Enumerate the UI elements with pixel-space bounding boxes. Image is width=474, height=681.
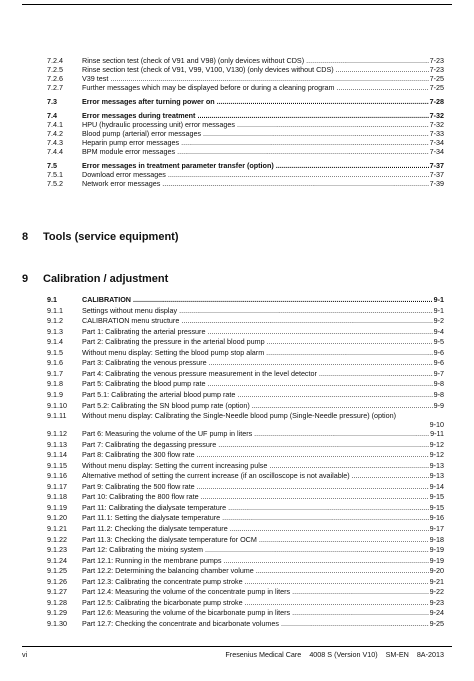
toc-entry-title <box>82 337 444 346</box>
toc-entry-title-text: Network error messages <box>82 179 161 188</box>
toc-entry-page: 9-11 <box>430 429 444 439</box>
toc-entry-page: 7-23 <box>429 56 444 65</box>
toc-entry-title-text: Part 12: Calibrating the mixing system <box>82 545 204 555</box>
toc-entry-title-text: Without menu display: Calibrating the Single-Needle blood pump (Single-Needle pressure) (option) <box>82 411 397 421</box>
toc-entry-number: 9.1.29 <box>47 608 67 618</box>
toc-entry-page: 9-19 <box>429 545 444 555</box>
toc-entry-title-text: Part 12.3: Calibrating the concentrate pump stroke <box>82 576 243 586</box>
toc-entry-title <box>82 390 444 399</box>
toc-entry-title <box>82 524 444 533</box>
toc-entry[interactable] <box>0 74 474 83</box>
toc-entry-title <box>82 161 444 170</box>
toc-entry-number: 9.1.18 <box>47 492 67 502</box>
toc-entry-title <box>82 111 444 120</box>
chapter-number: 8 <box>22 231 29 243</box>
toc-entry-number: 9.1.28 <box>47 597 67 607</box>
toc-entry-title <box>82 471 444 480</box>
toc-entry-title-text: Error messages after turning power on <box>82 97 215 106</box>
toc-entry-number: 9.1.14 <box>47 450 67 460</box>
toc-entry[interactable] <box>0 535 474 544</box>
toc-entry-title-text: Rinse section test (check of V91, V99, V100, V130) (only devices without CDS) <box>82 65 334 74</box>
toc-entry-title-text: Part 11.1: Setting the dialysate temperature <box>82 513 221 523</box>
toc-entry[interactable] <box>0 120 474 129</box>
toc-entry-title-text: Part 3: Calibrating the venous pressure <box>82 358 207 368</box>
toc-entry-title <box>82 379 444 388</box>
toc-entry-title-text: Part 5.1: Calibrating the arterial blood pump rate <box>82 389 236 399</box>
toc-entry-page: 9-4 <box>433 326 444 336</box>
toc-entry-page: 7-39 <box>429 179 444 188</box>
toc-entry-number: 7.5.2 <box>47 179 63 188</box>
toc-entry-number: 9.1.4 <box>47 337 63 347</box>
toc-entry-title <box>82 566 444 575</box>
toc-entry-number: 9.1.2 <box>47 316 63 326</box>
toc-entry-page: 9-10 <box>429 420 444 430</box>
toc-entry-title <box>82 587 444 596</box>
toc-entry-title <box>82 503 444 512</box>
toc-entry[interactable] <box>0 461 474 470</box>
toc-entry-title-text: Rinse section test (check of V91 and V98) (only devices without CDS) <box>82 56 305 65</box>
toc-entry-title <box>82 429 444 438</box>
toc-entry[interactable] <box>0 545 474 554</box>
toc-entry[interactable] <box>0 179 474 188</box>
toc-entry-page: 9-8 <box>433 389 444 399</box>
toc-entry-page: 9-12 <box>429 439 444 449</box>
toc-entry[interactable] <box>0 129 474 138</box>
toc-entry[interactable] <box>0 379 474 388</box>
toc-entry-title <box>82 608 444 617</box>
toc-entry-title-text: Part 6: Measuring the volume of the UF pump in liters <box>82 429 253 439</box>
toc-entry-number: 7.4.1 <box>47 120 63 129</box>
toc-entry-title <box>82 492 444 501</box>
toc-entry-number: 9.1.25 <box>47 566 67 576</box>
toc-entry[interactable] <box>0 170 474 179</box>
toc-entry-number: 9.1.27 <box>47 587 67 597</box>
toc-entry[interactable] <box>0 348 474 357</box>
toc-entry[interactable] <box>0 411 474 429</box>
toc-entry[interactable] <box>0 482 474 491</box>
toc-entry-page: 7-25 <box>429 74 444 83</box>
toc-entry-page: 9-18 <box>429 534 444 544</box>
toc-entry-page: 7-32 <box>429 111 444 120</box>
toc-entry-number: 7.4.2 <box>47 129 63 138</box>
toc-entry[interactable] <box>0 138 474 147</box>
toc-entry-page: 9-22 <box>429 587 444 597</box>
toc-entry-number: 7.5.1 <box>47 170 63 179</box>
top-rule <box>22 4 452 5</box>
toc-entry[interactable] <box>0 147 474 156</box>
toc-entry-title <box>82 138 444 147</box>
toc-entry[interactable] <box>0 587 474 596</box>
toc-entry-page: 7-37 <box>429 170 444 179</box>
toc-entry[interactable] <box>0 450 474 459</box>
toc-entry-number: 7.2.5 <box>47 65 63 74</box>
toc-entry-page: 7-37 <box>429 161 444 170</box>
toc-entry-page: 9-14 <box>429 481 444 491</box>
toc-entry[interactable] <box>0 111 474 120</box>
toc-entry-number: 9.1.9 <box>47 389 63 399</box>
toc-entry-page: 7-23 <box>429 65 444 74</box>
toc-entry-page: 7-33 <box>429 129 444 138</box>
toc-entry-number: 9.1.20 <box>47 513 67 523</box>
toc-entry-title-text: Part 12.1: Running in the membrane pumps <box>82 555 222 565</box>
footer-publisher: Fresenius Medical Care <box>225 650 302 659</box>
toc-entry-title <box>82 295 444 304</box>
toc-entry[interactable] <box>0 316 474 325</box>
toc-entry-number: 7.4 <box>47 111 57 120</box>
footer-info <box>225 650 444 659</box>
toc-entry-number: 9.1.19 <box>47 502 67 512</box>
toc-entry-page: 7-32 <box>429 120 444 129</box>
toc-entry-title <box>82 316 444 325</box>
toc-entry-title-text: Alternative method of setting the current increase (if an oscilloscope is not available) <box>82 471 350 481</box>
toc-entry-page: 9-23 <box>429 597 444 607</box>
toc-entry-page: 7-34 <box>429 147 444 156</box>
toc-entry-page: 7-25 <box>429 83 444 92</box>
toc-entry[interactable] <box>0 161 474 170</box>
toc-entry-number: 9.1.6 <box>47 358 63 368</box>
toc-entry-title-text: Without menu display: Setting the blood pump stop alarm <box>82 347 265 357</box>
footer-model: 4008 S (Version V10) <box>309 650 378 659</box>
toc-entry[interactable] <box>0 295 474 304</box>
toc-entry-title-text: Part 1: Calibrating the arterial pressure <box>82 326 206 336</box>
toc-entry-title-text: Part 4: Calibrating the venous pressure measurement in the level detector <box>82 368 317 378</box>
toc-entry-title <box>82 513 444 522</box>
toc-entry-title <box>82 179 444 188</box>
toc-entry[interactable] <box>0 556 474 565</box>
toc-entry-number: 9.1.26 <box>47 576 67 586</box>
toc-entry-number: 9.1.5 <box>47 347 63 357</box>
toc-entry-page: 9-19 <box>429 555 444 565</box>
toc-entry-page: 7-28 <box>429 97 444 106</box>
toc-entry-page: 9-1 <box>433 295 444 304</box>
toc-entry-title-text: BPM module error messages <box>82 147 176 156</box>
toc-entry-page: 9-13 <box>429 471 444 481</box>
toc-entry-title-text: CALIBRATION <box>82 295 131 304</box>
toc-entry-title-text: HPU (hydraulic processing unit) error messages <box>82 120 235 129</box>
toc-entry-title <box>82 450 444 459</box>
toc-entry-title-text: Part 9: Calibrating the 500 flow rate <box>82 481 195 491</box>
toc-entry-title-text: Part 11.2: Checking the dialysate temperature <box>82 524 228 533</box>
toc-entry-page: 9-8 <box>433 379 444 389</box>
toc-entry-title <box>82 147 444 156</box>
toc-entry-title <box>82 545 444 554</box>
footer-doc-code: SM-EN <box>385 650 409 659</box>
toc-entry-title <box>82 461 444 470</box>
chapter-title: Tools (service equipment) <box>43 231 179 243</box>
toc-entry[interactable] <box>0 598 474 607</box>
toc-entry-title-text: V39 test <box>82 74 109 83</box>
toc-entry-title <box>82 401 444 410</box>
toc-entry-title-text: Part 8: Calibrating the 300 flow rate <box>82 450 195 460</box>
toc-entry-page: 9-16 <box>429 513 444 523</box>
toc-entry-number: 7.2.4 <box>47 56 63 65</box>
toc-entry-title-text: Part 12.2: Determining the balancing chamber volume <box>82 566 254 576</box>
toc-entry-title <box>82 598 444 607</box>
toc-entry-page: 9-2 <box>433 316 444 326</box>
toc-entry-title <box>82 74 444 83</box>
toc-entry-title-text: Heparin pump error messages <box>82 138 180 147</box>
footer-rule <box>22 646 452 647</box>
toc-entry-number: 9.1.17 <box>47 481 67 491</box>
toc-entry[interactable] <box>0 83 474 92</box>
toc-entry-number: 9.1.23 <box>47 545 67 555</box>
toc-entry-title <box>82 97 444 106</box>
footer-page-number: vi <box>22 650 28 659</box>
toc-entry[interactable] <box>0 369 474 378</box>
toc-entry[interactable] <box>0 429 474 438</box>
toc-entry[interactable] <box>0 440 474 449</box>
toc-entry-title-text: Part 12.5: Calibrating the bicarbonate pump stroke <box>82 597 243 607</box>
toc-entry-title-text: Blood pump (arterial) error messages <box>82 129 202 138</box>
toc-entry-page: 9-21 <box>429 576 444 586</box>
toc-entry-number: 9.1.11 <box>47 411 67 421</box>
toc-entry-title-text: Part 7: Calibrating the degassing pressure <box>82 439 217 449</box>
toc-entry-page: 9-7 <box>433 368 444 378</box>
toc-entry[interactable] <box>0 608 474 617</box>
toc-entry-title <box>82 348 444 357</box>
toc-entry-title-text: Settings without menu display <box>82 305 178 315</box>
toc-entry-page: 9-6 <box>433 358 444 368</box>
toc-entry-title <box>82 556 444 565</box>
toc-entry-title <box>82 170 444 179</box>
toc-entry-page: 9-1 <box>433 305 444 315</box>
toc-entry[interactable] <box>0 327 474 336</box>
toc-entry-title <box>82 411 450 420</box>
toc-entry-number: 9.1.21 <box>47 524 67 533</box>
toc-entry[interactable] <box>0 56 474 65</box>
toc-entry[interactable] <box>0 566 474 575</box>
toc-entry-number: 9.1.3 <box>47 326 63 336</box>
toc-entry[interactable] <box>0 577 474 586</box>
toc-entry-title-text: Part 2: Calibrating the pressure in the arterial blood pump <box>82 337 265 347</box>
toc-entry-title <box>82 327 444 336</box>
toc-entry[interactable] <box>0 471 474 480</box>
toc-entry-title <box>82 129 444 138</box>
toc-entry-number: 9.1.1 <box>47 305 63 315</box>
toc-entry-number: 9.1.24 <box>47 555 67 565</box>
toc-entry-number: 7.4.4 <box>47 147 63 156</box>
toc-entry-page: 9-17 <box>429 524 444 533</box>
toc-entry-page: 7-34 <box>429 138 444 147</box>
toc-entry-number: 9.1.22 <box>47 534 67 544</box>
toc-entry-title-text: Part 11.3: Checking the dialysate temperature for OCM <box>82 534 257 544</box>
toc-entry-page: 9-5 <box>433 337 444 347</box>
toc-entry-number: 9.1.7 <box>47 368 63 378</box>
toc-entry-number: 7.3 <box>47 97 57 106</box>
toc-entry-title-text: Part 12.4: Measuring the volume of the concentrate pump in liters <box>82 587 291 597</box>
toc-entry-title <box>82 577 444 586</box>
toc-entry-number: 9.1.30 <box>47 618 67 628</box>
toc-entry-number: 9.1.13 <box>47 439 67 449</box>
toc-entry-title <box>82 56 444 65</box>
toc-entry[interactable] <box>0 358 474 367</box>
toc-entry-number: 7.2.7 <box>47 83 63 92</box>
toc-entry-title <box>82 619 444 628</box>
toc-entry-title-text: Further messages which may be displayed before or during a cleaning program <box>82 83 335 92</box>
toc-entry-number: 9.1 <box>47 295 57 304</box>
toc-entry[interactable] <box>0 524 474 533</box>
toc-entry-title <box>82 306 444 315</box>
toc-entry-title <box>82 535 444 544</box>
toc-entry[interactable] <box>0 513 474 522</box>
toc-entry-title-text: Part 11: Calibrating the dialysate temperature <box>82 502 227 512</box>
toc-entry[interactable] <box>0 492 474 501</box>
toc-entry[interactable] <box>0 306 474 315</box>
toc-entry[interactable] <box>0 619 474 628</box>
toc-entry-page: 9-15 <box>429 492 444 502</box>
toc-entry-page: 9-20 <box>429 566 444 576</box>
toc-entry-title-text: Without menu display: Setting the current increasing pulse <box>82 460 268 470</box>
toc-entry-number: 9.1.10 <box>47 400 67 410</box>
toc-entry-number: 9.1.15 <box>47 460 67 470</box>
toc-entry-number: 7.2.6 <box>47 74 63 83</box>
toc-entry-number: 9.1.8 <box>47 379 63 389</box>
toc-entry[interactable] <box>0 390 474 399</box>
toc-entry-page: 9-15 <box>429 502 444 512</box>
toc-entry-title <box>82 120 444 129</box>
toc-entry-title <box>82 369 444 378</box>
toc-entry-title <box>82 440 444 449</box>
chapter-number: 9 <box>22 273 29 285</box>
toc-entry-page: 9-6 <box>433 347 444 357</box>
toc-entry-page: 9-13 <box>429 460 444 470</box>
toc-entry-number: 9.1.16 <box>47 471 67 481</box>
toc-entry[interactable] <box>0 401 474 410</box>
toc-entry-page: 9-9 <box>433 400 444 410</box>
toc-entry-title <box>82 358 444 367</box>
toc-entry[interactable] <box>0 503 474 512</box>
toc-entry-title-text: Error messages during treatment <box>82 111 196 120</box>
toc-entry-page: 9-25 <box>429 618 444 628</box>
footer-revision: 8A-2013 <box>416 650 444 659</box>
toc-entry-title <box>82 482 444 491</box>
toc-entry-title-text: Part 10: Calibrating the 800 flow rate <box>82 492 199 502</box>
toc-entry-number: 9.1.12 <box>47 429 67 439</box>
toc-entry-page: 9-24 <box>429 608 444 618</box>
toc-entry-number: 7.4.3 <box>47 138 63 147</box>
toc-entry[interactable] <box>0 337 474 346</box>
toc-entry-title-text: Part 12.7: Checking the concentrate and bicarbonate volumes <box>82 618 279 628</box>
toc-entry-title-text: Download error messages <box>82 170 166 179</box>
toc-entry-title <box>82 65 444 74</box>
toc-entry[interactable] <box>0 97 474 106</box>
toc-entry-title-text: Part 5.2: Calibrating the SN blood pump rate (option) <box>82 400 250 410</box>
toc-entry-title-text: CALIBRATION menu structure <box>82 316 180 326</box>
toc-entry-title <box>82 83 444 92</box>
toc-entry[interactable] <box>0 65 474 74</box>
toc-entry-number: 7.5 <box>47 161 57 170</box>
toc-entry-title-text: Part 5: Calibrating the blood pump rate <box>82 379 206 389</box>
toc-entry-page: 9-12 <box>429 450 444 460</box>
toc-entry-title-text: Part 12.6: Measuring the volume of the bicarbonate pump in liters <box>82 608 291 618</box>
toc-entry-title-text: Error messages in treatment parameter transfer (option) <box>82 161 274 170</box>
chapter-title: Calibration / adjustment <box>43 273 169 285</box>
